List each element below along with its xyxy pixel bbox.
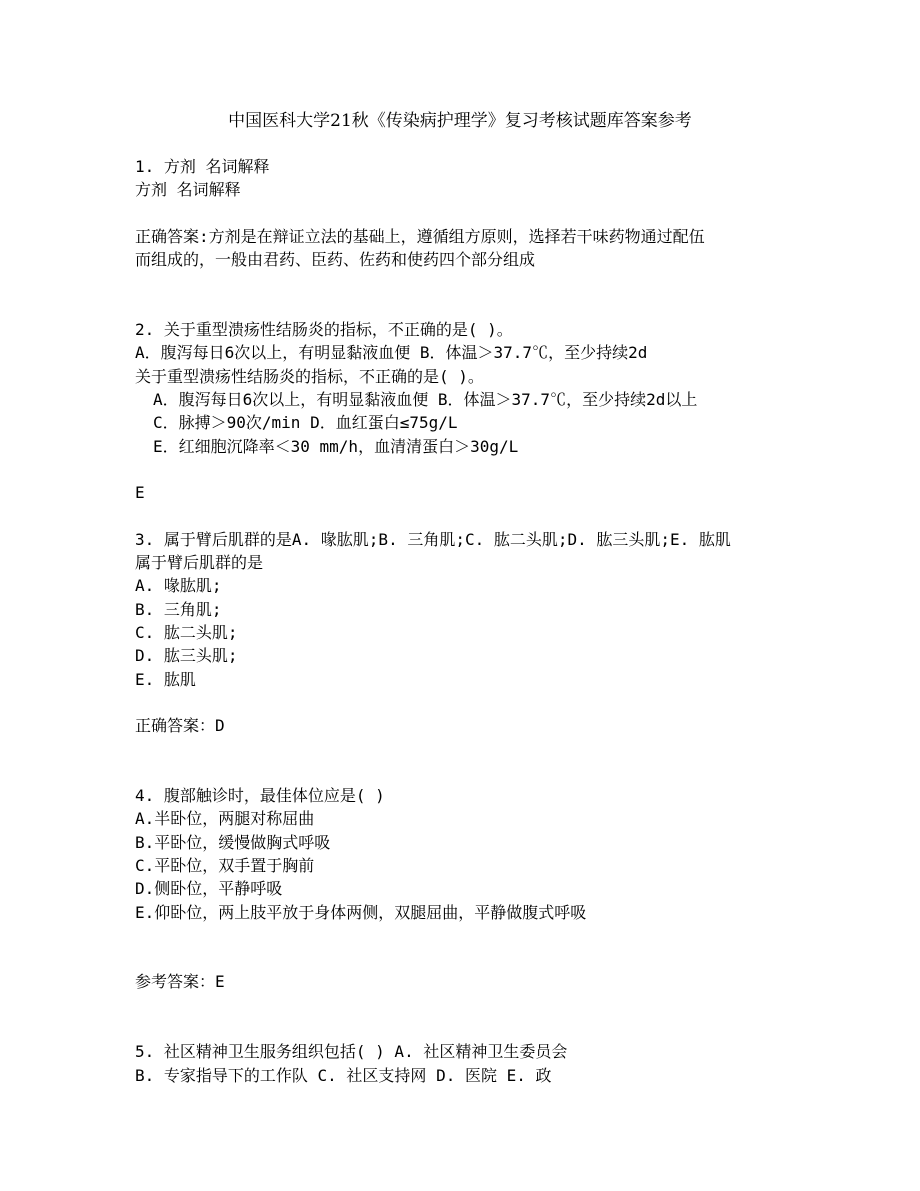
question-3-option-b: B. 三角肌;: [135, 599, 222, 619]
question-3: [135, 528, 795, 738]
question-1-answer-line-2: 而组成的，一般由君药、臣药、佐药和使药四个部分组成: [135, 250, 536, 270]
question-3-option-e: E. 肱肌: [135, 669, 196, 689]
question-2: [135, 318, 795, 504]
question-2-text: 2. 关于重型溃疡性结肠炎的指标，不正确的是( )。: [135, 320, 513, 340]
question-2-option-line-1: A．腹泻每日6次以上，有明显黏液血便 B．体温＞37.7℃，至少持续2d以上: [153, 389, 698, 409]
question-4-answer: 参考答案：E: [135, 972, 225, 992]
question-2-option-line-3: E．红细胞沉降率＜30 mm/h，血清清蛋白＞30g/L: [153, 436, 519, 456]
question-5-line-2: B. 专家指导下的工作队 C. 社区支持网 D. 医院 E. 政: [135, 1065, 552, 1085]
question-4: [135, 784, 795, 994]
question-4-option-c: C.平卧位，双手置于胸前: [135, 855, 315, 875]
question-1-answer-line-1: 正确答案:方剂是在辩证立法的基础上，遵循组方原则，选择若干味药物通过配伍: [135, 226, 705, 246]
document-title: 中国医科大学21秋《传染病护理学》复习考核试题库答案参考: [228, 111, 692, 131]
question-3-answer: 正确答案：D: [135, 716, 225, 736]
question-5: [135, 1040, 795, 1087]
question-3-option-a: A. 喙肱肌;: [135, 576, 222, 596]
question-1-text: 1. 方剂 名词解释: [135, 157, 270, 176]
question-2-options-short: A．腹泻每日6次以上，有明显黏液血便 B．体温＞37.7℃，至少持续2d: [135, 343, 648, 363]
question-3-option-c: C. 肱二头肌;: [135, 622, 238, 642]
question-3-text: 3. 属于臂后肌群的是A. 喙肱肌;B. 三角肌;C. 肱二头肌;D. 肱三头肌;E. 肱肌: [135, 529, 731, 549]
question-2-option-line-2: C．脉搏＞90次/min D．血红蛋白≤75g/L: [153, 413, 458, 433]
question-4-text: 4. 腹部触诊时，最佳体位应是( ): [135, 786, 385, 806]
question-1: [135, 155, 795, 271]
question-3-restated: 属于臂后肌群的是: [135, 553, 264, 573]
question-4-option-d: D.侧卧位，平静呼吸: [135, 879, 283, 899]
question-4-option-b: B.平卧位，缓慢做胸式呼吸: [135, 832, 331, 852]
document-body: [135, 155, 795, 1087]
question-5-line-1: 5. 社区精神卫生服务组织包括( ) A. 社区精神卫生委员会: [135, 1042, 568, 1062]
question-3-option-d: D. 肱三头肌;: [135, 646, 238, 666]
question-4-option-a: A.半卧位，两腿对称屈曲: [135, 809, 315, 829]
question-1-restated: 方剂 名词解释: [135, 180, 241, 200]
question-2-answer: E: [135, 483, 145, 503]
question-2-restated: 关于重型溃疡性结肠炎的指标，不正确的是( )。: [135, 366, 484, 386]
question-4-option-e: E.仰卧位，两上肢平放于身体两侧，双腿屈曲，平静做腹式呼吸: [135, 902, 587, 922]
